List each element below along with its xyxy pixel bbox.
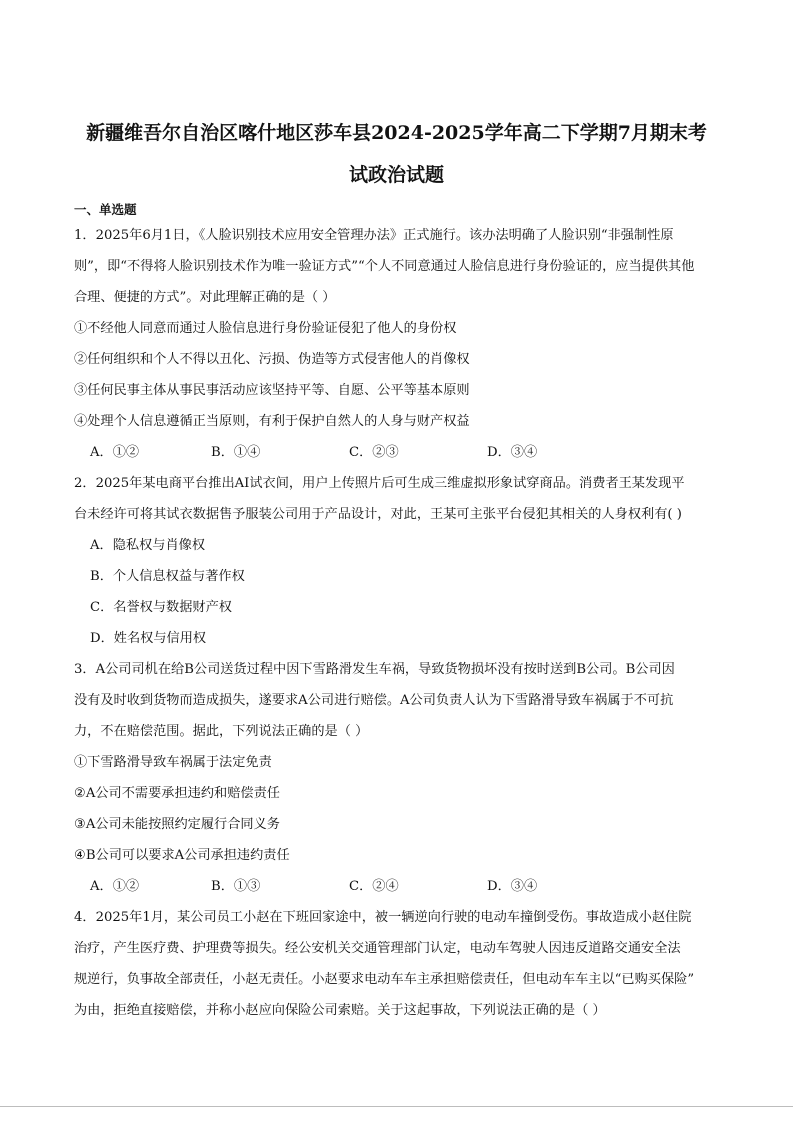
q1-statement: ②任何组织和个人不得以丑化、污损、伪造等方式侵害他人的肖像权 bbox=[74, 352, 470, 367]
q3-statement: ①下雪路滑导致车祸属于法定免责 bbox=[74, 755, 272, 770]
q1-stem-line: 则”，即“不得将人脸识别技术作为唯一验证方式”“个人不同意通过人脸信息进行身份验证的，应当提供其他 bbox=[74, 259, 695, 274]
q4-stem-line: 为由，拒绝直接赔偿，并称小赵应向保险公司索赔。关于这起事故，下列说法正确的是（ ） bbox=[74, 1003, 606, 1018]
q4-stem-line: 规逆行，负事故全部责任，小赵无责任。小赵要求电动车车主承担赔偿责任，但电动车车主以“已购买保险” bbox=[74, 972, 695, 987]
q1-statement: ③任何民事主体从事民事活动应该坚持平等、自愿、公平等基本原则 bbox=[74, 383, 470, 398]
section-heading: 一、单选题 bbox=[74, 202, 137, 217]
q2-stem-line: 台未经许可将其试衣数据售予服装公司用于产品设计，对此，王某可主张平台侵犯其相关的人身权利有( ) bbox=[74, 507, 682, 522]
exam-title-line-1: 新疆维吾尔自治区喀什地区莎车县2024-2025学年高二下学期7月期末考 bbox=[86, 122, 707, 144]
q3-statement: ③A公司未能按照约定履行合同义务 bbox=[74, 817, 280, 832]
q2-stem-line: 2．2025年某电商平台推出AI试衣间，用户上传照片后可生成三维虚拟形象试穿商品。消费者王某发现平 bbox=[74, 476, 685, 491]
q3-option-d: D．③④ bbox=[487, 879, 538, 894]
q2-option-a: A．隐私权与肖像权 bbox=[90, 538, 206, 553]
q1-option-d: D．③④ bbox=[487, 445, 538, 460]
q3-option-b: B．①③ bbox=[211, 879, 261, 894]
exam-title-line-2: 试政治试题 bbox=[348, 164, 444, 186]
q3-option-a: A．①② bbox=[90, 879, 140, 894]
q3-stem-line: 没有及时收到货物而造成损失，遂要求A公司进行赔偿。A公司负责人认为下雪路滑导致车祸属于不可抗 bbox=[74, 693, 674, 708]
q2-option-b: B．个人信息权益与著作权 bbox=[90, 569, 245, 584]
q1-stem-line: 1．2025年6月1日，《人脸识别技术应用安全管理办法》正式施行。该办法明确了人脸识别“非强制性原 bbox=[74, 228, 674, 243]
q2-option-d: D．姓名权与信用权 bbox=[90, 631, 207, 646]
q1-statement: ④处理个人信息遵循正当原则，有利于保护自然人的人身与财产权益 bbox=[74, 414, 470, 429]
q2-option-c: C．名誉权与数据财产权 bbox=[90, 600, 232, 615]
q3-statement: ②A公司不需要承担违约和赔偿责任 bbox=[74, 786, 280, 801]
q3-option-c: C．②④ bbox=[349, 879, 399, 894]
q1-option-a: A．①② bbox=[90, 445, 140, 460]
q3-stem-line: 3．A公司司机在给B公司送货过程中因下雪路滑发生车祸，导致货物损坏没有按时送到B公司。B公司因 bbox=[74, 662, 675, 677]
page-bottom-divider bbox=[0, 1106, 793, 1107]
q3-statement: ④B公司可以要求A公司承担违约责任 bbox=[74, 848, 290, 863]
q4-stem-line: 治疗，产生医疗费、护理费等损失。经公安机关交通管理部门认定，电动车驾驶人因违反道路交通安全法 bbox=[74, 941, 681, 956]
q4-stem-line: 4．2025年1月，某公司员工小赵在下班回家途中，被一辆逆向行驶的电动车撞倒受伤。事故造成小赵住院 bbox=[74, 910, 692, 925]
q1-statement: ①不经他人同意而通过人脸信息进行身份验证侵犯了他人的身份权 bbox=[74, 321, 457, 336]
q1-option-b: B．①④ bbox=[211, 445, 261, 460]
q1-stem-line: 合理、便捷的方式”。对此理解正确的是（ ） bbox=[74, 290, 336, 305]
q1-option-c: C．②③ bbox=[349, 445, 399, 460]
q3-stem-line: 力，不在赔偿范围。据此，下列说法正确的是（ ） bbox=[74, 724, 369, 739]
